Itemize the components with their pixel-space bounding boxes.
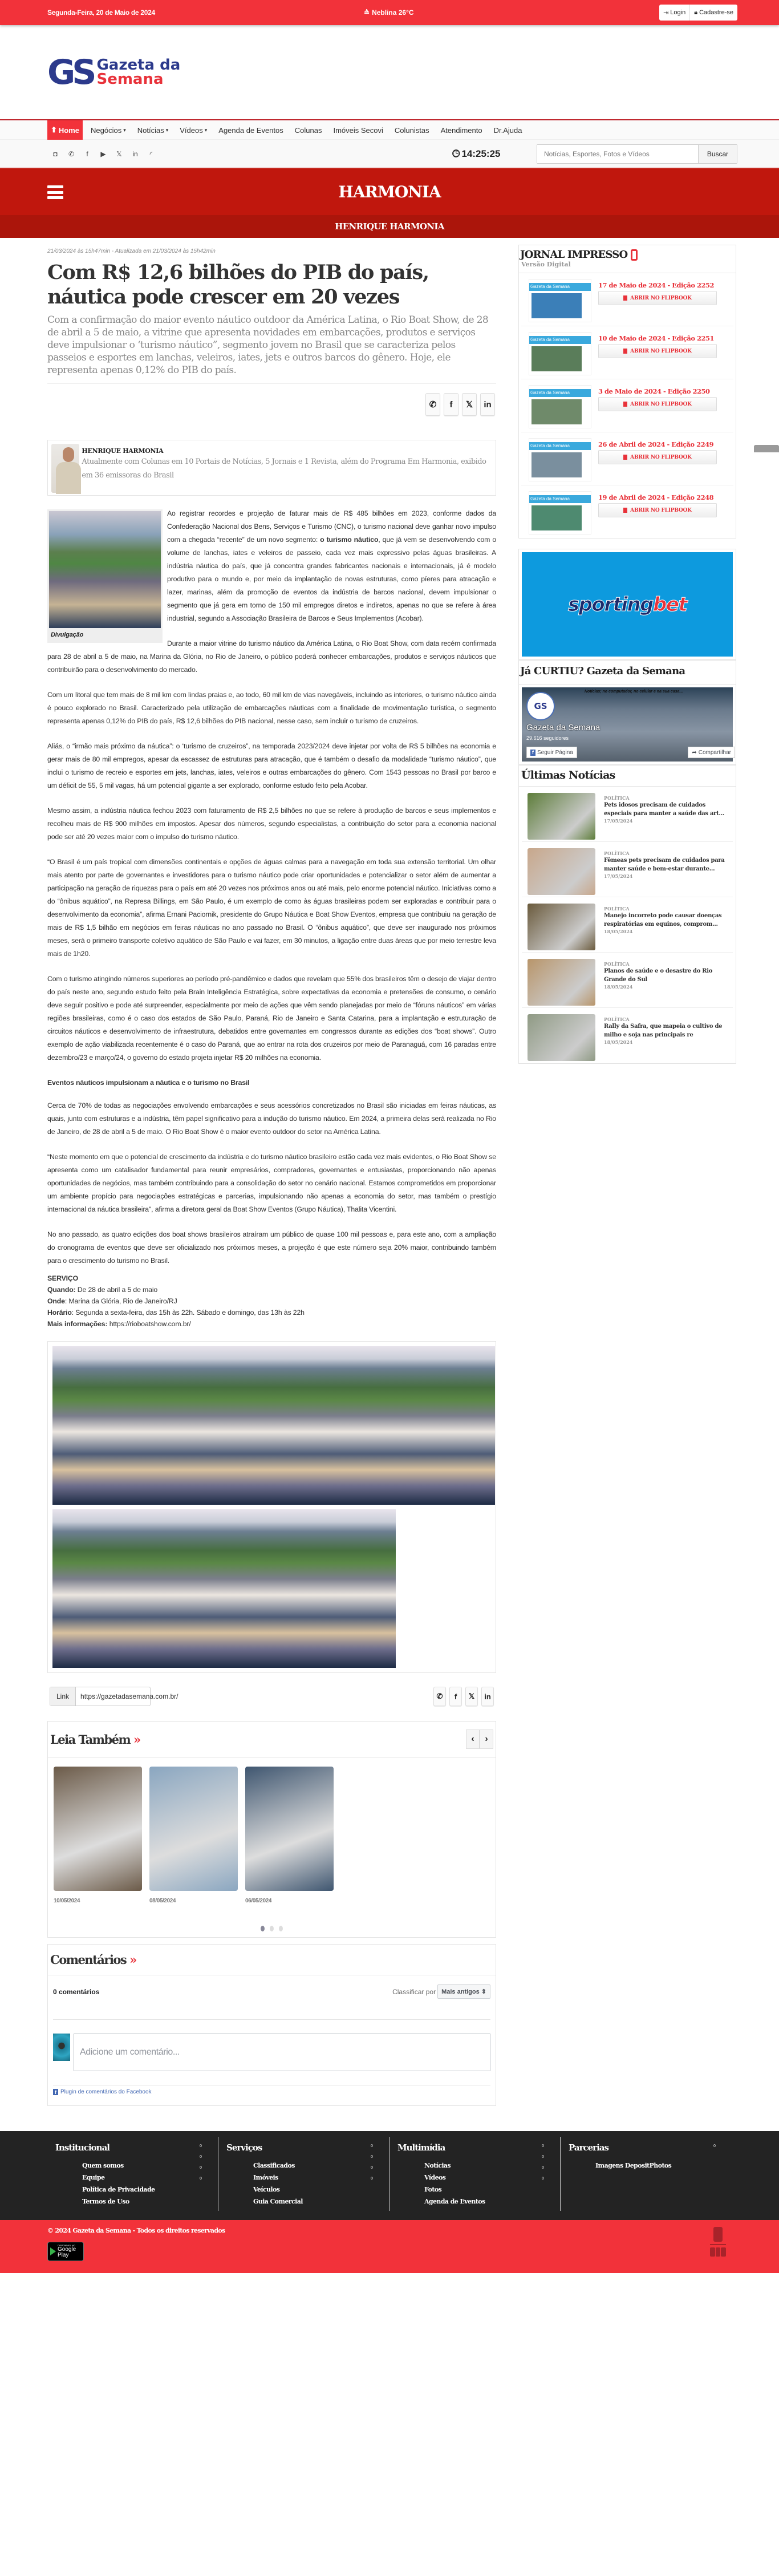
home-arrow-icon: ⬆ bbox=[51, 125, 57, 134]
whatsapp-share-icon[interactable]: ✆ bbox=[433, 1687, 446, 1706]
paragraph: No ano passado, as quatro edições dos boat shows brasileiros atraíram um público de quase 100 mil pessoas e, para este ano, com a ampliação do cronograma de eventos que deve ser oficializado nos próximos meses, a projeção é que este número seja 20% maior, contribuindo também para o crescimento do turismo no Brasil. bbox=[47, 1230, 496, 1265]
carousel-dot[interactable] bbox=[279, 1926, 283, 1931]
service-row bbox=[47, 1284, 496, 1295]
facebook-plugin-link[interactable]: f Plugin de comentários do Facebook bbox=[48, 2085, 496, 2105]
search-button[interactable]: Buscar bbox=[698, 145, 737, 163]
paragraph: Cerca de 70% de todas as negociações envolvendo embarcações e seus acessórios concretizados no Brasil são iniciadas em feiras náuticas, as quais, junto com estruturas e a indústria, têm papel significativo para a indução do turismo náutico. Em 2024, a primeira delas será realizada no Rio de Janeiro, de 28 de abril a 5 de maio. O Rio Boat Show é o maior evento outdoor do setor na América Latina. bbox=[47, 1101, 496, 1136]
fb-page-name[interactable]: Gazeta da Semana bbox=[526, 723, 601, 732]
nav-item-im-veis-secovi[interactable] bbox=[327, 120, 388, 140]
related-card-image[interactable] bbox=[245, 1767, 334, 1891]
edition-cover[interactable] bbox=[529, 491, 591, 534]
service-value[interactable]: https://rioboatshow.com.br/ bbox=[107, 1320, 191, 1328]
instagram-icon[interactable]: ◘ bbox=[53, 150, 58, 158]
search-input[interactable] bbox=[537, 145, 698, 163]
related-card[interactable] bbox=[54, 1767, 142, 1904]
facebook-icon[interactable]: f bbox=[86, 150, 88, 158]
whatsapp-icon[interactable]: ✆ bbox=[68, 150, 75, 158]
related-card[interactable] bbox=[245, 1767, 334, 1904]
news-date: 18/05/2024 bbox=[604, 984, 633, 990]
menu-icon[interactable] bbox=[47, 185, 63, 199]
edition-cover[interactable] bbox=[529, 438, 591, 481]
news-title[interactable]: Planos de saúde e o desastre do Rio Grande do Sul bbox=[604, 968, 713, 983]
latest-news-box bbox=[518, 765, 736, 1064]
google-play-badge[interactable] bbox=[47, 2242, 84, 2261]
related-card-date: 06/05/2024 bbox=[245, 1898, 272, 1904]
service-title: SERVIÇO bbox=[47, 1274, 79, 1282]
nav-item-label: Negócios bbox=[91, 125, 122, 135]
service-row bbox=[47, 1307, 496, 1318]
news-title[interactable]: Manejo incorreto pode causar doenças respiratórias em equinos, comprom... bbox=[604, 913, 722, 927]
related-card-date: 10/05/2024 bbox=[54, 1898, 80, 1904]
edition-item bbox=[521, 273, 733, 326]
copyright: © 2024 Gazeta da Semana - Todos os direitos reservados bbox=[47, 2227, 225, 2234]
facebook-page-widget[interactable] bbox=[522, 687, 733, 762]
clock-icon: 🕒︎ bbox=[452, 148, 460, 159]
paragraph: “O Brasil é um país tropical com dimensões continentais e opções de águas calmas para a navegação em toda sua extensão territorial. Um olhar mais atento por parte de governantes e investidores para o turismo náutico pode criar oportunidades e potencializar o setor além de aumentar a participação na geração de riquezas para o país em até 20 vezes nos próximos anos ou até mais, pelo enorme potencial náutico. Iniciativas como a do “ônibus aquático”, na Represa Billings, em São Paulo, é um exemplo de como às águas brasileiras podem ser exploradas e contribuir para o desenvolvimento da economia”, afirma Ernani Paciornik, presidente do Grupo Náutica e Boat Show Eventos, empresa que contribuiu na geração de mais de R$ 1,5 bilhão em negócios em feiras náuticas no ano passado no Brasil. O “ônibus aquático”, que deve ser inaugurado nos próximos meses, será o primeiro transporte coletivo aquático de São Paulo e vai fazer, em 30 minutos, a ligação entre duas áreas que por meio terrestre leva mais de 1h20. bbox=[47, 858, 496, 958]
footer-link[interactable]: Guia Comercial bbox=[253, 2198, 303, 2205]
follow-page-button[interactable]: f Seguir Página bbox=[526, 747, 577, 758]
linkedin-share-icon[interactable]: in bbox=[481, 1687, 494, 1706]
footer-link[interactable]: Quem somos bbox=[82, 2162, 124, 2169]
nav-item-label: Colunistas bbox=[394, 125, 429, 135]
related-card-image[interactable] bbox=[54, 1767, 142, 1891]
facebook-share-icon[interactable]: f bbox=[444, 393, 459, 416]
edition-cover-photo bbox=[531, 346, 582, 371]
ad-text-2: bet bbox=[653, 593, 687, 616]
nav-item-label: Colunas bbox=[294, 125, 322, 135]
article bbox=[47, 245, 496, 2106]
paragraph: Mesmo assim, a indústria náutica fechou 2023 com faturamento de R$ 2,5 bilhões no que se refere à produção de barcos e seus implementos e recolheu mais de R$ 900 milhões em impostos. Apesar dos números, segundo especialistas, a contribuição do setor para a economia nacional pode ser até 20 vezes maior com o impulso do turismo náutico. bbox=[47, 807, 496, 841]
article-lead: Com a confirmação do maior evento náutico outdoor da América Latina, o Rio Boat Show, de 28 de abril a 5 de maio, a vitrine que apresenta novidades em embarcações, produtos e serviços deve impulsionar o ‘turismo náutico”, segmento jovem no Brasil que se caracteriza pelos passeios e esportes em lanchas, veleiros, iates, jets e outros barcos do gênero. Hoje, ele representa apenas 0,12% do PIB do país. bbox=[47, 314, 496, 384]
news-title[interactable]: Fêmeas pets precisam de cuidados para manter saúde e bem-estar durante... bbox=[604, 857, 725, 872]
footer-column-title: Multimídia bbox=[397, 2142, 445, 2153]
print-edition-title: JORNAL IMPRESSO bbox=[520, 249, 735, 261]
comment-count: 0 comentários bbox=[53, 1987, 100, 1996]
author-name[interactable]: HENRIQUE HARMONIA bbox=[82, 447, 164, 455]
news-category: POLÍTICA bbox=[604, 850, 630, 856]
news-category: POLÍTICA bbox=[604, 961, 630, 967]
edition-masthead: Gazeta da Semana bbox=[529, 495, 591, 503]
news-date: 17/05/2024 bbox=[604, 818, 633, 824]
service-value: : Marina da Glória, Rio de Janeiro/RJ bbox=[64, 1297, 177, 1305]
news-category: POLÍTICA bbox=[604, 906, 630, 912]
google-play-icon bbox=[50, 2247, 56, 2255]
facebook-share-icon[interactable]: f bbox=[449, 1687, 462, 1706]
nav-item-colunistas[interactable] bbox=[389, 120, 435, 140]
bullet-icon bbox=[713, 2144, 716, 2147]
bullet-icon bbox=[371, 2144, 373, 2147]
article-meta: 21/03/2024 às 15h47min - Atualizada em 21/03/2024 às 15h42min bbox=[47, 248, 216, 254]
news-item[interactable] bbox=[522, 953, 733, 1008]
login-label: Login bbox=[670, 9, 686, 16]
main-nav bbox=[0, 119, 779, 140]
open-flipbook-button[interactable] bbox=[598, 344, 717, 358]
comments-section bbox=[47, 1944, 496, 2106]
facebook-icon: f bbox=[53, 2089, 58, 2095]
carousel-dot[interactable] bbox=[261, 1926, 265, 1931]
edition-item bbox=[521, 379, 733, 432]
share-page-button[interactable]: ➦ Compartilhar bbox=[688, 747, 735, 758]
service-key: Quando: bbox=[47, 1286, 76, 1294]
rss-icon[interactable]: ◜ bbox=[149, 150, 153, 158]
edition-cover[interactable] bbox=[529, 385, 591, 428]
share-buttons-bottom bbox=[433, 1687, 496, 1706]
clock-time: 14:25:25 bbox=[461, 148, 501, 159]
print-edition-box bbox=[518, 245, 736, 538]
nav-item-label: Vídeos bbox=[180, 125, 203, 135]
bullet-icon bbox=[200, 2155, 202, 2158]
lock-icon: 🔒︎ bbox=[694, 9, 698, 16]
related-card-image[interactable] bbox=[149, 1767, 238, 1891]
footer-link[interactable]: Imagens DepositPhotos bbox=[595, 2162, 672, 2169]
news-date: 18/05/2024 bbox=[604, 929, 633, 934]
related-card-date: 08/05/2024 bbox=[149, 1898, 176, 1904]
nav-item-label: Imóveis Secovi bbox=[333, 125, 383, 135]
news-title[interactable]: Rally da Safra, que mapeia o cultivo de milho e soja nas principais re bbox=[604, 1023, 723, 1038]
related-title: Leia Também » bbox=[50, 1732, 140, 1747]
bullet-icon bbox=[371, 2166, 373, 2169]
gallery-photo bbox=[52, 1509, 396, 1668]
nav-item-atendimento[interactable] bbox=[435, 120, 488, 140]
gallery-photo bbox=[52, 1346, 495, 1505]
bullet-icon bbox=[371, 2155, 373, 2158]
facebook-page-box bbox=[518, 660, 736, 765]
footer-column bbox=[47, 2137, 218, 2211]
link-share-row bbox=[47, 1687, 496, 1706]
share-buttons bbox=[47, 384, 496, 416]
facebook-icon: f bbox=[530, 750, 535, 756]
paragraph: Com um litoral que tem mais de 8 mil km com lindas praias e, ao todo, 60 mil km de vias navegáveis, incluindo as interiores, o turismo náutico ainda é pouco explorado no Brasil. Caracterizado pela utilização de embarcações náuticas com a finalidade de movimentação turística, o segmento representa apenas 0,12% do PIB do país, R$ 12,6 bilhões do PIB nacional, nesse caso, sem incluir o turismo de cruzeiros. bbox=[47, 691, 496, 725]
whatsapp-share-icon[interactable]: ✆ bbox=[425, 393, 440, 416]
facebook-box-title: Já CURTIU? Gazeta da Semana bbox=[520, 665, 685, 677]
linkedin-share-icon[interactable]: in bbox=[480, 393, 495, 416]
edition-cover-photo bbox=[531, 452, 582, 477]
open-flipbook-label: ABRIR NO FLIPBOOK bbox=[630, 401, 692, 407]
nav-item-label: Notícias bbox=[137, 125, 164, 135]
document-icon bbox=[623, 508, 627, 513]
open-flipbook-label: ABRIR NO FLIPBOOK bbox=[630, 348, 692, 354]
open-flipbook-label: ABRIR NO FLIPBOOK bbox=[630, 454, 692, 460]
permalink-url[interactable]: https://gazetadasemana.com.br/ bbox=[80, 1692, 178, 1700]
edition-item bbox=[521, 326, 733, 379]
caret-down-icon: ▾ bbox=[165, 127, 169, 133]
paragraph: “Neste momento em que o potencial de crescimento da indústria e do turismo náutico brasileiro estão cada vez mais evidentes, o Rio Boat Show se apresenta como um catalisador fundamental para reunir empresários, compradores, governantes e entusiastas, proporcionando não apenas oportunidades de negócios, mas também contribuindo para a consolidação do setor no cenário nacional. Estamos comprometidos em proporcionar um ambiente propício para negociações estratégicas e parcerias, impulsionando não apenas a economia do setor, mas também o prestígio internacional da náutica brasileira", afirma a diretora geral da Boat Show Eventos (Grupo Náutica), Thalita Vicentini. bbox=[47, 1153, 496, 1213]
news-title[interactable]: Pets idosos precisam de cuidados especiais para manter a saúde das art... bbox=[604, 802, 724, 817]
latest-news-title: Últimas Notícias bbox=[521, 769, 615, 781]
sidebar bbox=[518, 245, 736, 2106]
footer bbox=[0, 2131, 779, 2273]
footer-column-title: Parcerias bbox=[569, 2142, 608, 2153]
author-avatar bbox=[51, 444, 79, 493]
edition-cover[interactable] bbox=[529, 332, 591, 375]
footer-link[interactable]: Política de Privacidade bbox=[82, 2186, 155, 2193]
footer-link[interactable]: Equipe bbox=[82, 2174, 105, 2181]
edition-title[interactable]: 26 de Abril de 2024 - Edição 2249 bbox=[598, 440, 714, 448]
footer-link[interactable]: Imóveis bbox=[253, 2174, 278, 2181]
footer-column-title: Institucional bbox=[55, 2142, 109, 2153]
document-icon bbox=[623, 349, 627, 354]
weather-text: Neblina 26°C bbox=[372, 9, 414, 17]
open-flipbook-label: ABRIR NO FLIPBOOK bbox=[630, 507, 692, 513]
edition-title[interactable]: 19 de Abril de 2024 - Edição 2248 bbox=[598, 493, 714, 501]
permalink-label: Link bbox=[50, 1687, 76, 1706]
author-box bbox=[47, 440, 496, 496]
news-item[interactable] bbox=[522, 897, 733, 953]
permalink-field[interactable] bbox=[50, 1687, 178, 1706]
edition-masthead: Gazeta da Semana bbox=[529, 283, 591, 291]
news-thumbnail[interactable] bbox=[528, 848, 595, 895]
sort-label: Classificar por bbox=[392, 1987, 436, 1996]
paragraph: Com o turismo atingindo números superiores ao período pré-pandêmico e dados que revelam que 55% dos brasileiros têm o desejo de viajar dentro do país neste ano, segundo estudo feito pela Brain Inteligência Estratégica, sobre expectativas da economia e pretensões de consumo, o cenário deve seguir positivo e pode até surpreender, especialmente por meio de ações que vêm sendo planejadas por meio de “fóruns náuticos” em várias regiões brasileiras, como é o caso dos estados de São Paulo, Paraná, Rio de Janeiro e Santa Catarina, para a implantação e estruturação de circuitos náuticos e desenvolvimento de infraestrutura, debatidos entre governantes em congressos durante as edições dos “boat shows”. Outro exemplo de ação viabilizada recentemente é o caso do Paraná, que ao entrar na rota dos cruzeiros por meio de Paranaguá, com 16 paradas entre dezembro/23 e março/24, o governo do estado projeta injetar R$ 20 milhões na economia. bbox=[47, 975, 496, 1062]
column-author-bar bbox=[0, 215, 779, 238]
footer-link[interactable]: Veículos bbox=[253, 2186, 280, 2193]
nav-item-neg-cios[interactable] bbox=[85, 120, 132, 140]
footer-link[interactable]: Fotos bbox=[424, 2186, 442, 2193]
related-card[interactable] bbox=[149, 1767, 238, 1904]
open-flipbook-button[interactable] bbox=[598, 291, 717, 305]
edition-cover-photo bbox=[531, 399, 582, 424]
marina-photo bbox=[49, 511, 161, 628]
youtube-icon[interactable]: ▶ bbox=[100, 150, 106, 158]
register-label: Cadastre-se bbox=[699, 9, 733, 16]
open-flipbook-label: ABRIR NO FLIPBOOK bbox=[630, 295, 692, 301]
edition-title[interactable]: 3 de Maio de 2024 - Edição 2250 bbox=[598, 387, 710, 395]
bullet-icon bbox=[542, 2155, 544, 2158]
news-thumbnail[interactable] bbox=[528, 793, 595, 840]
edition-masthead: Gazeta da Semana bbox=[529, 442, 591, 450]
service-box bbox=[47, 1273, 496, 1330]
news-date: 17/05/2024 bbox=[604, 873, 633, 879]
news-item[interactable] bbox=[522, 1008, 733, 1063]
footer-link[interactable]: Classificados bbox=[253, 2162, 295, 2169]
current-date: Segunda-Feira, 20 de Maio de 2024 bbox=[47, 9, 155, 17]
nav-item-v-deos[interactable] bbox=[174, 120, 213, 140]
news-item[interactable] bbox=[522, 842, 733, 897]
print-edition-subtitle: Versão Digital bbox=[521, 261, 571, 268]
open-flipbook-button[interactable] bbox=[598, 450, 717, 464]
comment-input[interactable]: Adicione um comentário... bbox=[74, 2034, 490, 2071]
side-tab-handle[interactable] bbox=[754, 445, 779, 452]
nav-item-dr-ajuda[interactable] bbox=[488, 120, 528, 140]
edition-item bbox=[521, 485, 733, 538]
author-bio: Atualmente com Colunas em 10 Portais de Notícias, 5 Jornais e 1 Revista, além do Programa Em Harmonia, exibido em 36 emissoras do Brasil bbox=[82, 457, 486, 480]
service-value: : Segunda a sexta-feira, das 15h às 22h. Sábado e domingo, das 13h às 22h bbox=[71, 1309, 305, 1317]
related-articles bbox=[47, 1721, 496, 1938]
paragraph: Durante a maior vitrine do turismo náutico da América Latina, o Rio Boat Show, com data recém confirmada para 28 de abril a 5 de maio, na Marina da Glória, no Rio de Janeiro, o público poderá conhecer embarcações, produtos e serviços náuticos que contribuirão para o desenvolvimento do mercado. bbox=[47, 639, 496, 674]
bullet-icon bbox=[542, 2166, 544, 2169]
clock bbox=[452, 148, 501, 160]
service-row bbox=[47, 1318, 496, 1330]
login-button[interactable] bbox=[659, 5, 690, 21]
user-avatar bbox=[53, 2034, 70, 2061]
sportingbet-ad[interactable] bbox=[518, 549, 736, 660]
linkedin-icon[interactable]: in bbox=[132, 150, 138, 158]
document-icon bbox=[623, 402, 627, 407]
nav-item-label: Atendimento bbox=[440, 125, 482, 135]
edition-cover-photo bbox=[531, 505, 582, 530]
auth-buttons bbox=[659, 5, 737, 21]
bullet-icon bbox=[542, 2144, 544, 2147]
x-share-icon[interactable]: 𝕏 bbox=[462, 393, 477, 416]
bullet-icon bbox=[200, 2144, 202, 2147]
paragraph: Aliás, o “irmão mais próximo da náutica”: o ‘turismo de cruzeiros”, na temporada 2023/2024 deve injetar por volta de R$ 5 bilhões na economia e gerar mais de 80 mil empregos, apesar da escassez de estruturas para atracação, que é também o desafio da modalidade “turismo náutico”, que inclui o turismo de recreio e esportes em jets, lanchas, iates, veleiros e outras embarcações do gênero. Com 1543 pessoas no Brasil por barco e um déficit de 55, 5 mil vagas, há um potencial gigante a ser explorado, conforme estudo feito pela Acobar. bbox=[47, 742, 496, 789]
bullet-icon bbox=[200, 2166, 202, 2169]
edition-masthead: Gazeta da Semana bbox=[529, 336, 591, 344]
service-row bbox=[47, 1295, 496, 1307]
caret-down-icon: ▾ bbox=[123, 127, 126, 133]
gplay-small-text: DISPONÍVEL NO bbox=[58, 2244, 75, 2247]
news-category: POLÍTICA bbox=[604, 1016, 630, 1022]
fog-icon: ≙ bbox=[364, 9, 370, 17]
carousel-dots bbox=[48, 1904, 496, 1937]
document-icon bbox=[623, 455, 627, 460]
news-thumbnail[interactable] bbox=[528, 959, 595, 1006]
photo-gallery bbox=[47, 1341, 496, 1673]
fb-followers: 29.616 seguidores bbox=[526, 735, 569, 741]
column-banner bbox=[0, 168, 779, 215]
article-figure bbox=[47, 509, 163, 643]
sort-select[interactable]: Mais antigos ⇕ bbox=[437, 1984, 490, 1999]
comments-title: Comentários » bbox=[50, 1953, 136, 1967]
column-author: HENRIQUE HARMONIA bbox=[335, 221, 444, 232]
nav-home-label: Home bbox=[58, 125, 80, 135]
edition-cover-photo bbox=[531, 293, 582, 318]
service-key: Onde bbox=[47, 1297, 65, 1305]
fb-tagline: Notícias; no computador, no celular e na sua casa... bbox=[585, 690, 683, 694]
bullet-icon bbox=[542, 2177, 544, 2180]
bullet-icon bbox=[200, 2177, 202, 2180]
login-icon: ⇥ bbox=[663, 9, 669, 17]
weather bbox=[364, 9, 414, 17]
edition-masthead: Gazeta da Semana bbox=[529, 389, 591, 397]
news-thumbnail[interactable] bbox=[528, 1014, 595, 1061]
service-value: De 28 de abril a 5 de maio bbox=[75, 1286, 158, 1294]
register-button[interactable] bbox=[690, 5, 737, 21]
back-to-top-icon[interactable] bbox=[710, 2227, 726, 2257]
nav-item-label: Dr.Ajuda bbox=[493, 125, 522, 135]
next-arrow-icon[interactable]: › bbox=[480, 1730, 493, 1749]
service-key: Mais informações: bbox=[47, 1320, 108, 1328]
footer-column bbox=[390, 2137, 561, 2211]
x-share-icon[interactable]: 𝕏 bbox=[465, 1687, 478, 1706]
mobile-icon bbox=[631, 249, 638, 261]
logo-line1: Gazeta da bbox=[96, 56, 181, 74]
figure-caption: Divulgação bbox=[51, 631, 84, 638]
share-arrow-icon: ➦ bbox=[692, 749, 697, 756]
edition-cover[interactable] bbox=[529, 279, 591, 322]
news-date: 18/05/2024 bbox=[604, 1039, 633, 1045]
footer-link[interactable]: Agenda de Eventos bbox=[424, 2198, 485, 2205]
utility-bar bbox=[0, 140, 779, 168]
nav-item-agenda-de-eventos[interactable] bbox=[213, 120, 289, 140]
footer-link[interactable]: Vídeos bbox=[424, 2174, 446, 2181]
top-bar bbox=[0, 0, 779, 25]
nav-item-label: Agenda de Eventos bbox=[218, 125, 283, 135]
logo-mark: GS bbox=[47, 52, 94, 92]
header bbox=[47, 25, 732, 119]
prev-arrow-icon[interactable]: ‹ bbox=[466, 1730, 480, 1749]
edition-title[interactable]: 17 de Maio de 2024 - Edição 2252 bbox=[598, 281, 715, 289]
article-title: Com R$ 12,6 bilhões do PIB do país, náutica pode crescer em 20 vezes bbox=[47, 261, 429, 309]
edition-item bbox=[521, 432, 733, 485]
paragraph: Ao registrar recordes e projeção de faturar mais de R$ 485 bilhões em 2023, conforme dados da Confederação Nacional dos Bens, Serviços e Turismo (CNC), o turismo nacional deve ganhar novo impulso com a chegada “recente” de um novo segmento: o turismo náutico, que já vem se desenvolvendo com o volume de lanchas, iates e veleiros de passeio, cada vez mais expressivo pelas águas brasileiras. A indústria náutica do país, que já concentra grandes fabricantes nacionais e internacionais, já é modelo produtivo para o mundo e, por meio da implantação de novas estruturas, como píeres para atracação e lazer, marinas, além da promoção de eventos da indústria de barcos nacional, devem impulsionar o segmento que já gera em torno de 150 mil empregos diretos e indiretos, apenas no que se refere à área industrial, segundo a Associação Brasileira de Barcos e Seus Implementos (Acobar). bbox=[167, 509, 497, 622]
caret-down-icon: ▾ bbox=[204, 127, 208, 133]
footer-link[interactable]: Termos de Uso bbox=[82, 2198, 129, 2205]
social-links bbox=[47, 146, 159, 162]
footer-column-title: Serviços bbox=[226, 2142, 262, 2153]
x-icon[interactable]: 𝕏 bbox=[116, 150, 122, 158]
news-thumbnail[interactable] bbox=[528, 904, 595, 950]
article-subheading: Eventos náuticos impulsionam a náutica e o turismo no Brasil bbox=[47, 1079, 250, 1087]
footer-column bbox=[561, 2137, 732, 2211]
logo-line2: Semana bbox=[96, 70, 164, 88]
bullet-icon bbox=[371, 2177, 373, 2180]
news-item[interactable] bbox=[522, 787, 733, 842]
open-flipbook-button[interactable] bbox=[598, 503, 717, 517]
service-key: Horário bbox=[47, 1309, 72, 1317]
carousel-dot[interactable] bbox=[270, 1926, 274, 1931]
edition-title[interactable]: 10 de Maio de 2024 - Edição 2251 bbox=[598, 334, 715, 342]
open-flipbook-button[interactable] bbox=[598, 397, 717, 411]
fb-page-avatar: GS bbox=[526, 692, 555, 720]
site-logo[interactable] bbox=[47, 52, 181, 92]
column-title: HARMONIA bbox=[338, 182, 441, 201]
document-icon bbox=[623, 295, 627, 301]
ad-text-1: sporting bbox=[567, 593, 653, 616]
footer-link[interactable]: Notícias bbox=[424, 2162, 451, 2169]
nav-home[interactable] bbox=[47, 120, 83, 140]
footer-column bbox=[218, 2137, 390, 2211]
article-body bbox=[47, 507, 496, 1330]
news-category: POLÍTICA bbox=[604, 795, 630, 801]
nav-item-colunas[interactable] bbox=[289, 120, 328, 140]
nav-item-not-cias[interactable] bbox=[132, 120, 175, 140]
search-form bbox=[537, 144, 737, 164]
gplay-big-text: Google Play bbox=[58, 2246, 76, 2258]
